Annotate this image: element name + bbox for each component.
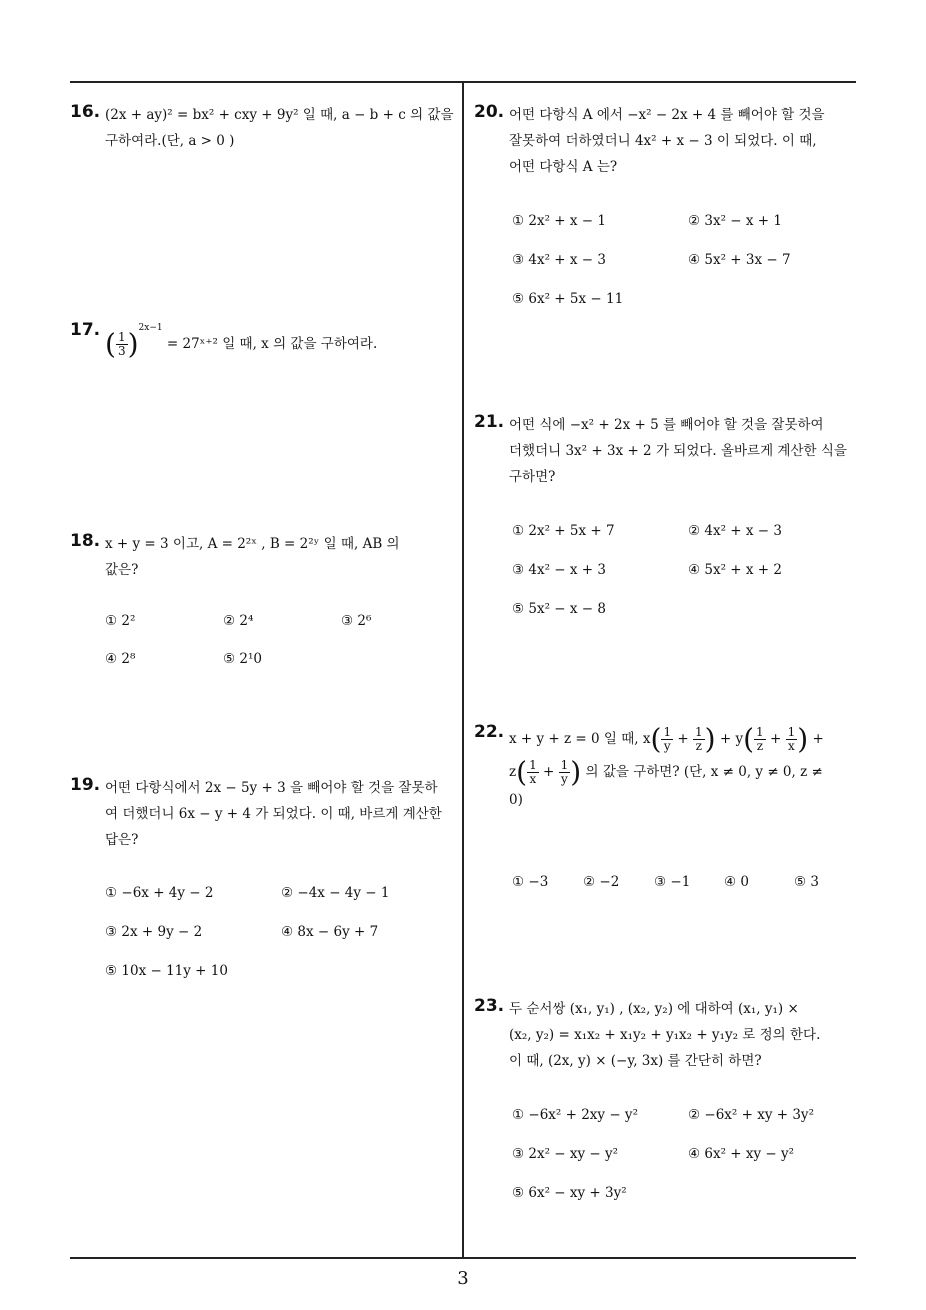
problem-line: 이 때, (2x, y) × (−y, 3x) 를 간단히 하면? bbox=[509, 1053, 762, 1069]
choice-4[interactable]: ④ 6x² + xy − y² bbox=[688, 1146, 795, 1162]
problem-line: = 27ˣ⁺² 일 때, x 의 값을 구하여라. bbox=[166, 336, 378, 352]
problem-line: 0) bbox=[509, 792, 523, 808]
choice-2[interactable]: ② −6x² + xy + 3y² bbox=[688, 1107, 814, 1123]
problem-text bbox=[509, 996, 820, 1074]
choice-2[interactable]: ② −2 bbox=[583, 874, 620, 890]
fraction: $\frac{1}{3}$ bbox=[117, 330, 126, 358]
problem-line: 더했더니 3x² + 3x + 2 가 되었다. 올바르게 계산한 식을 bbox=[509, 443, 847, 459]
problem-line: x + y + z = 0 일 때, x( $\frac{1}{y}$ + $\frac{1}{z}$ ) + y( $\frac{1}{z}$ + $\frac{1}{x}$ ) + bbox=[509, 722, 824, 756]
problem-line: 어떤 식에 −x² + 2x + 5 를 빼어야 할 것을 잘못하여 bbox=[509, 417, 824, 433]
choice-3[interactable]: ③ 2x² − xy − y² bbox=[512, 1146, 619, 1162]
problem-line: 구하면? bbox=[509, 469, 556, 485]
problem-line: 여 더했더니 6x − y + 4 가 되었다. 이 때, 바르게 계산한 bbox=[105, 806, 442, 822]
choice-3[interactable]: ③ 2⁶ bbox=[341, 613, 372, 629]
choice-2[interactable]: ② 4x² + x − 3 bbox=[688, 523, 782, 539]
problem-number: 19. bbox=[70, 775, 101, 795]
choice-2[interactable]: ② 3x² − x + 1 bbox=[688, 213, 782, 229]
problem-number: 23. bbox=[474, 996, 505, 1016]
page-number: 3 bbox=[457, 1268, 469, 1289]
problem-number: 21. bbox=[474, 412, 505, 432]
choice-3[interactable]: ③ 4x² − x + 3 bbox=[512, 562, 606, 578]
problem-number: 22. bbox=[474, 722, 505, 742]
problem-text bbox=[105, 531, 400, 583]
problem-line: 어떤 다항식에서 2x − 5y + 3 을 빼어야 할 것을 잘못하 bbox=[105, 780, 438, 796]
choice-5[interactable]: ⑤ 6x² + 5x − 11 bbox=[512, 291, 624, 307]
choice-4[interactable]: ④ 8x − 6y + 7 bbox=[281, 924, 379, 940]
problem-number: 20. bbox=[474, 102, 505, 122]
problem-line: 어떤 다항식 A 에서 −x² − 2x + 4 를 빼어야 할 것을 bbox=[509, 107, 825, 123]
problem-number: 18. bbox=[70, 531, 101, 551]
choice-3[interactable]: ③ 2x + 9y − 2 bbox=[105, 924, 203, 940]
problem-text: ( $\frac{1}{3}$ )$^{2x-1}$ = 27ˣ⁺² 일 때, x 의 값을 구하여라. bbox=[105, 323, 378, 361]
problem-line: x + y = 3 이고, A = 2²ˣ , B = 2²ʸ 일 때, AB 의 bbox=[105, 536, 400, 552]
choice-4[interactable]: ④ 5x² + x + 2 bbox=[688, 562, 782, 578]
problem-line: 구하여라.(단, a > 0 ) bbox=[105, 133, 235, 149]
choice-2[interactable]: ② 2⁴ bbox=[223, 613, 254, 629]
choice-5[interactable]: ⑤ 2¹0 bbox=[223, 651, 262, 667]
problem-text bbox=[105, 102, 454, 154]
choice-5[interactable]: ⑤ 3 bbox=[794, 874, 819, 890]
choice-1[interactable]: ① 2x² + x − 1 bbox=[512, 213, 606, 229]
choice-5[interactable]: ⑤ 10x − 11y + 10 bbox=[105, 963, 228, 979]
problem-text bbox=[509, 102, 825, 180]
choice-1[interactable]: ① −6x² + 2xy − y² bbox=[512, 1107, 638, 1123]
problem-text bbox=[509, 412, 847, 490]
choice-2[interactable]: ② −4x − 4y − 1 bbox=[281, 885, 390, 901]
problem-number: 17. bbox=[70, 320, 101, 340]
choice-4[interactable]: ④ 0 bbox=[724, 874, 749, 890]
problem-line: (x₂, y₂) = x₁x₂ + x₁y₂ + y₁x₂ + y₁y₂ 로 정의 한다. bbox=[509, 1027, 821, 1043]
choice-5[interactable]: ⑤ 6x² − xy + 3y² bbox=[512, 1185, 627, 1201]
choice-1[interactable]: ① −3 bbox=[512, 874, 549, 890]
choice-4[interactable]: ④ 2⁸ bbox=[105, 651, 136, 667]
choice-1[interactable]: ① 2x² + 5x + 7 bbox=[512, 523, 615, 539]
choice-1[interactable]: ① 2² bbox=[105, 613, 136, 629]
problem-line: 어떤 다항식 A 는? bbox=[509, 159, 618, 175]
problem-line: 답은? bbox=[105, 832, 139, 848]
choice-4[interactable]: ④ 5x² + 3x − 7 bbox=[688, 252, 791, 268]
problem-line: 값은? bbox=[105, 562, 139, 578]
choice-3[interactable]: ③ −1 bbox=[654, 874, 691, 890]
problem-line: z( $\frac{1}{x}$ + $\frac{1}{y}$ ) 의 값을 구하면? (단, x ≠ 0, y ≠ 0, z ≠ bbox=[509, 755, 823, 789]
exponent: 2x−1 bbox=[138, 323, 163, 333]
problem-line: 잘못하여 더하였더니 4x² + x − 3 이 되었다. 이 때, bbox=[509, 133, 817, 149]
problem-number: 16. bbox=[70, 102, 101, 122]
column-divider bbox=[462, 82, 464, 1258]
choice-3[interactable]: ③ 4x² + x − 3 bbox=[512, 252, 606, 268]
problem-line: (2x + ay)² = bx² + cxy + 9y² 일 때, a − b + c 의 값을 bbox=[105, 107, 454, 123]
choice-5[interactable]: ⑤ 5x² − x − 8 bbox=[512, 601, 606, 617]
choice-1[interactable]: ① −6x + 4y − 2 bbox=[105, 885, 214, 901]
problem-line: 두 순서쌍 (x₁, y₁) , (x₂, y₂) 에 대하여 (x₁, y₁) × bbox=[509, 1001, 799, 1017]
problem-text bbox=[105, 775, 442, 853]
bottom-rule bbox=[70, 1257, 856, 1259]
problem-text bbox=[509, 722, 824, 810]
